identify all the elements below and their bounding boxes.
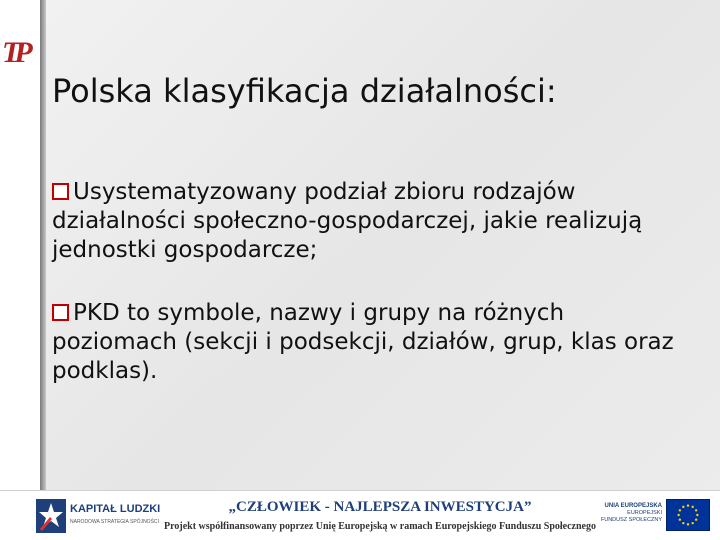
square-bullet-icon xyxy=(52,183,69,200)
left-margin-strip xyxy=(0,0,40,490)
slide-title: Polska klasyfikacja działalności: xyxy=(52,72,557,110)
tp-logo: TP xyxy=(2,36,27,69)
eu-label-line3: FUNDUSZ SPOŁECZNY xyxy=(600,517,662,523)
footer-banner xyxy=(0,490,720,540)
eu-label-line1: UNIA EUROPEJSKA xyxy=(604,503,662,509)
bullet-text: Usystematyzowany podział zbioru rodzajów działalności społeczno-gospodarczej, jakie realizują jednostki gospodarcze; xyxy=(52,179,643,263)
bullet-text: PKD to symbole, nazwy i grupy na różnych poziomach (sekcji i podsekcji, działów, grup, klas oraz podklas). xyxy=(52,300,674,384)
eu-label-line2: EUROPEJSKI xyxy=(627,510,662,516)
kapital-ludzki-logo xyxy=(36,499,166,535)
left-accent-bar xyxy=(40,0,46,490)
eu-flag-icon xyxy=(666,499,710,531)
square-bullet-icon xyxy=(52,304,69,321)
footer-slogan: „CZŁOWIEK - NAJLEPSZA INWESTYCJA” xyxy=(228,499,532,515)
kapital-ludzki-star-icon xyxy=(36,499,66,533)
slide-body xyxy=(52,178,692,420)
kapital-ludzki-title: KAPITAŁ LUDZKI xyxy=(70,503,161,515)
kapital-ludzki-subtitle: NARODOWA STRATEGIA SPÓJNOŚCI xyxy=(70,519,159,525)
footer-cofinancing-note: Projekt współfinansowany poprzez Unię Europejską w ramach Europejskiego Funduszu Społecznego xyxy=(164,521,596,532)
eu-label xyxy=(588,503,662,524)
bullet-item xyxy=(52,178,692,265)
bullet-item xyxy=(52,299,692,386)
